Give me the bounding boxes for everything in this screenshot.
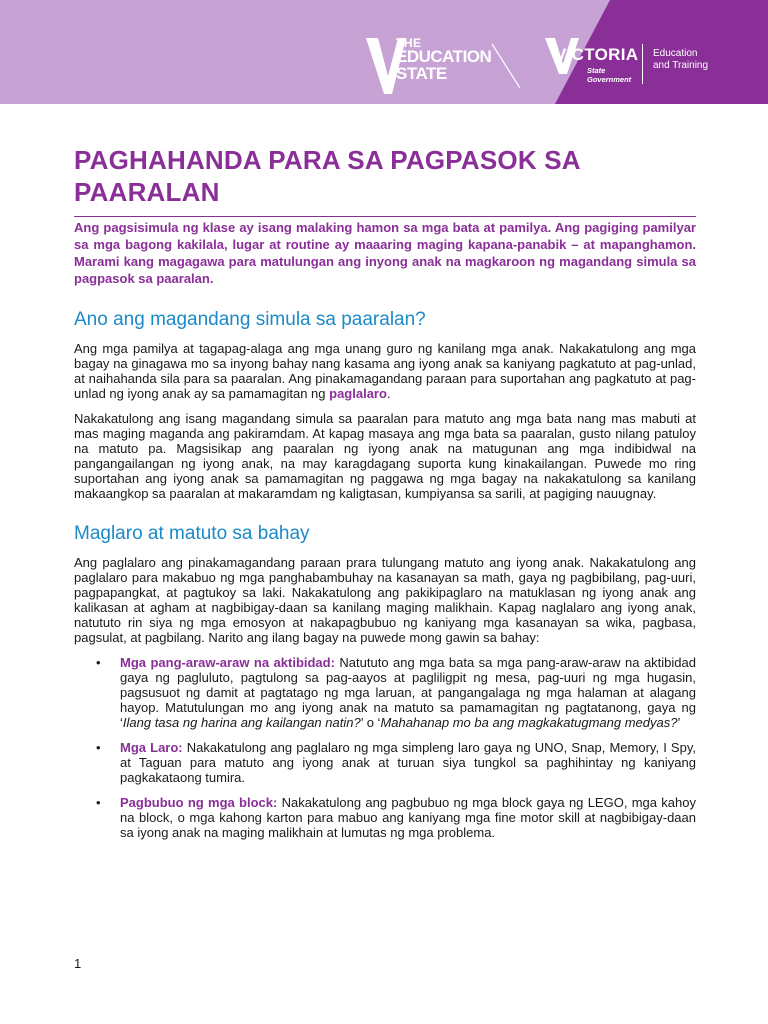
list-item-lead: Mga pang-araw-araw na aktibidad:: [120, 655, 335, 670]
bullet-icon: •: [96, 740, 101, 755]
header-banner: [0, 0, 768, 104]
logo-education-text: EDUCATION: [396, 47, 492, 66]
education-state-logo: [366, 36, 526, 96]
paragraph-first-teachers: Ang mga pamilya at tagapag-alaga ang mga unang guro ng kanilang mga anak. Nakakatulong ang mga bagay na ginagawa mo sa inyong bahay nang kasama ang iyong anak sa kaniyang pagkatuto at pag-unlad, at naihahanda sila para sa paaralan. Ang pinakamagandang paraan para suportahan ang pagkatuto at pag-unlad ng iyong anak ay sa pamamagitan ng paglalaro.: [74, 341, 696, 401]
intro-paragraph: Ang pagsisimula ng klase ay isang malaking hamon sa mga bata at pamilya. Ang pagiging pamilyar sa mga bagong kakilala, lugar at routine ay maaaring maging kapana-panabik – at mapanghamon. Marami kang magagawa para matulungan ang inyong anak na magkaroon ng magandang simula sa pagpasok sa paaralan.: [74, 220, 696, 286]
section-heading-good-start: Ano ang magandang simula sa paaralan?: [74, 309, 426, 330]
paragraph-good-start-benefits: Nakakatulong ang isang magandang simula sa paaralan para matuto ang mga bata nang mas mabuti at mas maging maganda ang pakiramdam. At kapag masaya ang mga bata sa paaralan, gusto nilang patuloy na matuto pa. Magsisikap ang paaralan ng iyong anak na matugunan ang mga indibidwal na pangangailangan ng iyong anak, na may karagdagang suporta kung kinakailangan. Puwede mo ring suportahan ang iyong anak sa pamamagitan ng paggawa ng mga bagay na nakakatulong sa kanilang makaangkop sa paaralan at makaramdam ng kaligtasan, kumpiyansa sa sarili, at pagiging nauugnay.: [74, 411, 696, 501]
logo-state-government-text: State Government: [587, 66, 632, 84]
paragraph-play-intro: Ang paglalaro ang pinakamagandang paraan prara tulungang matuto ang iyong anak. Nakakatulong ang paglalaro para makabuo ng mga panghabambuhay na kasanayan sa math, gaya ng pagbibilang, pag-uuri, pagpapangkat, at pagtukoy sa laki. Nakakatulong ang pakikipaglaro na matuklasan ng iyong anak ang kalikasan at agham at nagbibigay-daan sa kanilang maging malikhain. Kapag naglalaro ang iyong anak, natututo rin siya ng mga emosyon at nakapagbubuo ng kaniyang mga kasanayan sa wika, pagbasa, pagsulat, at pagbilang. Narito ang ilang bagay na puwede mong gawin sa bahay:: [74, 555, 696, 645]
list-item-lead: Mga Laro:: [120, 740, 183, 755]
title-divider: [74, 216, 696, 217]
list-item-lead: Pagbubuo ng mga block:: [120, 795, 278, 810]
list-item-daily-activities: • Mga pang-araw-araw na aktibidad: Natututo ang mga bata sa mga pang-araw-araw na aktibidad gaya ng pagluluto, pagtulong sa pag-aayos at pagliligpit ng mesa, pag-uuri ng mga hugasin, pagsusuot ng damit at pagtatago ng mga laruan, at pangangalaga ng mga halaman at alagang hayop. Matutulungan mo ang iyong anak na matuto sa pamamagitan ng pagtatanong, gaya ng ‘Ilang tasa ng harina ang kailangan natin?’ o ‘Mahahanap mo ba ang magkakatugmang medyas?’: [96, 655, 696, 730]
logo-the-text: THE: [396, 36, 422, 50]
logo-divider: [642, 44, 643, 84]
list-item-blocks: • Pagbubuo ng mga block: Nakakatulong ang pagbubuo ng mga block gaya ng LEGO, mga kahoy na block, o mga kahong karton para mabuo ang kaniyang mga fine motor skill at nagbibigay-daan sa iyong anak na maging malikhain at lumutas ng mga problema.: [96, 795, 696, 840]
bullet-icon: •: [96, 655, 101, 670]
logo-victoria-text: VICTORIA: [555, 45, 639, 64]
logo-dept-line2: and Training: [653, 60, 709, 71]
bullet-icon: •: [96, 795, 101, 810]
document-body: [74, 144, 696, 850]
highlight-paglalaro: paglalaro: [329, 386, 387, 401]
list-item-games: • Mga Laro: Nakakatulong ang paglalaro ng mga simpleng laro gaya ng UNO, Snap, Memory, I Spy, at Taguan para matuto ang iyong anak at turuan siya tungkol sa paghihintay ng kaniyang pagkakataong tumira.: [96, 740, 696, 785]
logo-dept-line1: Education: [653, 48, 698, 59]
section-heading-play-learn: Maglaro at matuto sa bahay: [74, 523, 310, 544]
page-number: 1: [74, 956, 82, 971]
logo-state-text: STATE: [396, 64, 447, 83]
victoria-government-logo: [545, 38, 755, 88]
page-title: PAGHAHANDA PARA SA PAGPASOK SA PAARALAN: [74, 145, 580, 207]
activity-list: [74, 655, 696, 840]
